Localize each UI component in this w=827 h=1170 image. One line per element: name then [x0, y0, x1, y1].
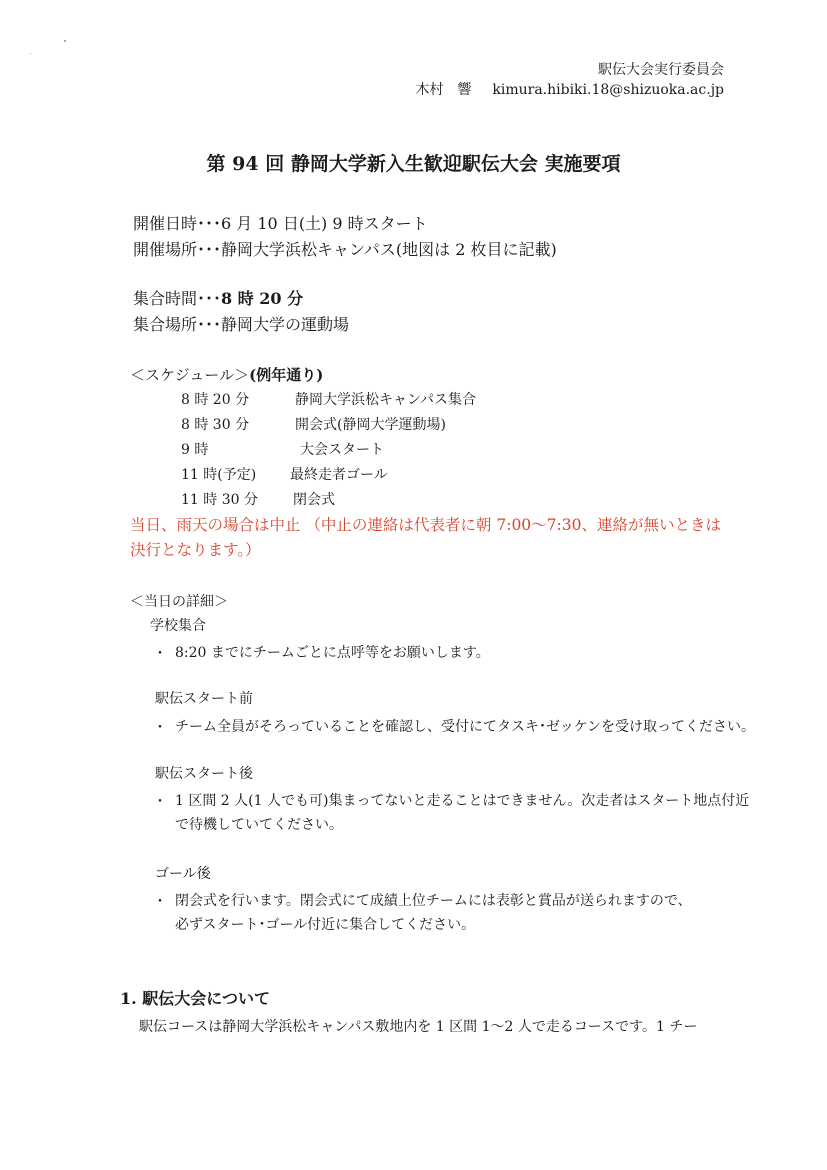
schedule-heading-label: ＜スケジュール＞	[130, 366, 250, 384]
rain-notice-line1: 当日、雨天の場合は中止 （中止の連絡は代表者に朝 7:00～7:30、連絡が無いときは	[130, 516, 721, 534]
event-date-value: 6 月 10 日(土) 9 時スタート	[221, 214, 428, 233]
bullet: ・	[153, 646, 167, 662]
detail-line: 必ずスタート･ゴール付近に集合してください。	[175, 917, 476, 933]
detail-line: チーム全員がそろっていることを確認し、受付にてタスキ･ゼッケンを受け取ってください。	[175, 719, 756, 735]
scan-speck	[64, 40, 66, 42]
event-place	[133, 238, 557, 262]
detail-section-title: 駅伝スタート前	[155, 691, 253, 707]
schedule-item: 静岡大学浜松キャンパス集合	[295, 392, 477, 408]
gather-time-label: 集合時間･･･	[133, 289, 222, 308]
detail-line: 1 区間 2 人(1 人でも可)集まってないと走ることはできません。次走者はスタート地点付近	[175, 793, 750, 809]
detail-line: 8:20 までにチームごとに点呼等をお願いします。	[175, 645, 490, 661]
rain-notice-line2: 決行となります。）	[130, 541, 261, 559]
contact-email: kimura.hibiki.18@shizuoka.ac.jp	[492, 82, 724, 98]
schedule-item: 最終走者ゴール	[290, 467, 388, 483]
details-heading: ＜当日の詳細＞	[130, 594, 228, 610]
section1-heading: 1. 駅伝大会について	[120, 989, 270, 1008]
gather-time-value: 8 時 20 分	[221, 289, 304, 308]
detail-section-title: ゴール後	[155, 866, 211, 882]
schedule-time: 8 時 20 分	[181, 392, 250, 408]
section1-body: 駅伝コースは静岡大学浜松キャンパス敷地内を 1 区間 1～2 人で走るコースです。1 チー	[139, 1019, 698, 1035]
bullet: ・	[153, 720, 167, 736]
bullet: ・	[153, 794, 167, 810]
contact-name: 木村 響	[415, 82, 472, 98]
schedule-heading	[130, 364, 323, 386]
event-place-label: 開催場所･･･	[133, 240, 222, 259]
bullet: ・	[153, 894, 167, 910]
gather-time	[133, 287, 303, 311]
schedule-heading-note: (例年通り)	[249, 366, 324, 384]
schedule-item: 閉会式	[293, 492, 335, 508]
schedule-item: 開会式(静岡大学運動場)	[295, 417, 446, 433]
page-title: 第 94 回 静岡大学新入生歓迎駅伝大会 実施要項	[206, 153, 621, 175]
schedule-item: 大会スタート	[300, 442, 384, 458]
event-date	[133, 212, 428, 236]
gather-place-label: 集合場所･･･	[133, 315, 222, 334]
schedule-time: 11 時 30 分	[181, 492, 258, 508]
detail-line: で待機していてください。	[175, 817, 343, 833]
detail-line: 閉会式を行います。閉会式にて成績上位チームには表彰と賞品が送られますので、	[175, 893, 692, 909]
event-place-value: 静岡大学浜松キャンパス(地図は 2 枚目に記載)	[221, 240, 557, 259]
scan-speck	[30, 53, 31, 54]
contact-line	[415, 80, 724, 100]
gather-place-value: 静岡大学の運動場	[221, 315, 350, 334]
committee-name: 駅伝大会実行委員会	[598, 62, 724, 78]
schedule-time: 11 時(予定)	[181, 467, 257, 483]
schedule-time: 8 時 30 分	[181, 417, 250, 433]
schedule-time: 9 時	[181, 442, 209, 458]
detail-section-title: 駅伝スタート後	[155, 766, 253, 782]
gather-place	[133, 313, 349, 337]
detail-section-title: 学校集合	[150, 618, 206, 634]
event-date-label: 開催日時･･･	[133, 214, 222, 233]
